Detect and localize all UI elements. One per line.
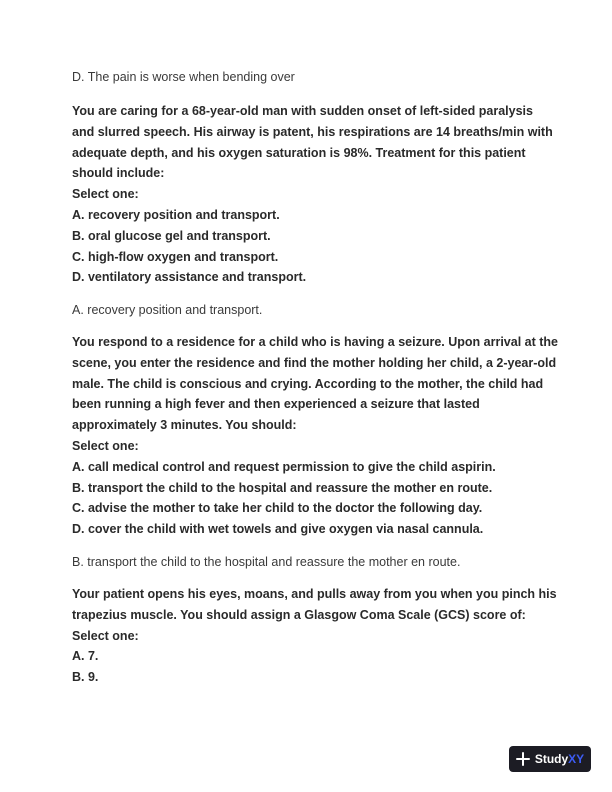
option-b: B. 9.	[72, 670, 99, 685]
question-line: Your patient opens his eyes, moans, and pulls away from you when you pinch his	[72, 587, 557, 601]
question-line: adequate depth, and his oxygen saturation is 98%. Treatment for this patient	[72, 145, 526, 160]
select-one-label: Select one:	[72, 628, 139, 643]
question-line: trapezius muscle. You should assign a Glasgow Coma Scale (GCS) score of:	[72, 607, 526, 622]
question-line: scene, you enter the residence and find the mother holding her child, a 2-year-old	[72, 355, 557, 370]
select-one-label: Select one:	[72, 187, 139, 202]
question-line: and slurred speech. His airway is patent, his respirations are 14 breaths/min with	[72, 124, 553, 139]
question-block	[72, 101, 553, 288]
option-b: B. oral glucose gel and transport.	[72, 228, 271, 243]
studyxy-badge[interactable]	[509, 746, 591, 772]
option-a: A. 7.	[72, 649, 99, 664]
question-line: male. The child is conscious and crying. According to the mother, the child had	[72, 376, 544, 391]
option-c: C. high-flow oxygen and transport.	[72, 249, 279, 264]
option-c: C. advise the mother to take her child to the doctor the following day.	[72, 501, 483, 516]
option-a: A. call medical control and request permission to give the child aspirin.	[72, 459, 496, 474]
option-d: D. ventilatory assistance and transport.	[72, 270, 307, 285]
question-line: approximately 3 minutes. You should:	[72, 418, 297, 433]
question-block	[72, 584, 557, 688]
plus-icon	[516, 752, 530, 766]
select-one-label: Select one:	[72, 438, 139, 453]
question-line: You respond to a residence for a child who is having a seizure. Upon arrival at the	[72, 335, 558, 349]
option-d: D. cover the child with wet towels and give oxygen via nasal cannula.	[72, 522, 484, 537]
question-line: You are caring for a 68-year-old man with sudden onset of left-sided paralysis	[72, 104, 533, 118]
answer-text: A. recovery position and transport.	[72, 303, 263, 317]
answer-text: B. transport the child to the hospital and reassure the mother en route.	[72, 555, 461, 569]
question-line: been running a high fever and then experienced a seizure that lasted	[72, 397, 480, 412]
option-b: B. transport the child to the hospital and reassure the mother en route.	[72, 480, 493, 495]
brand-name: StudyXY	[534, 752, 585, 766]
answer-text: D. The pain is worse when bending over	[72, 70, 295, 84]
option-a: A. recovery position and transport.	[72, 207, 280, 222]
question-block	[72, 332, 558, 540]
question-line: should include:	[72, 166, 165, 181]
